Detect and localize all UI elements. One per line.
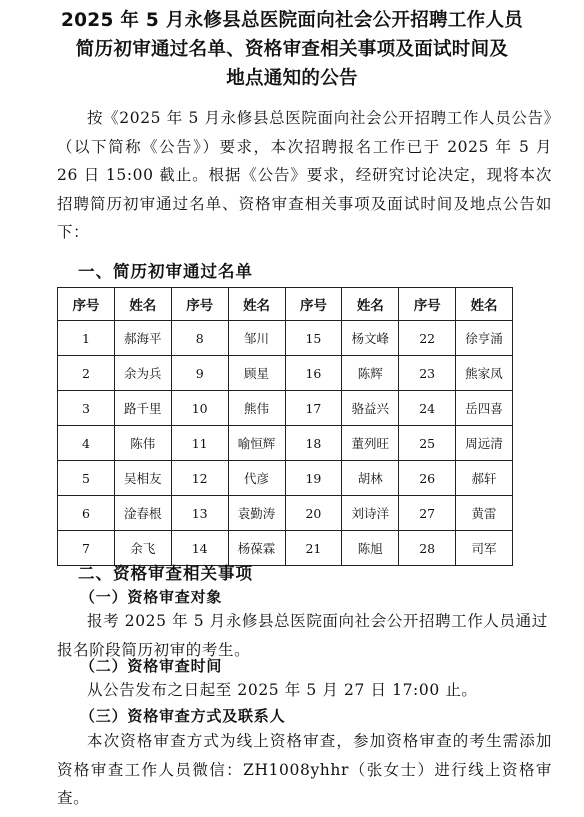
subsection-3-text: 本次资格审查方式为线上资格审查，参加资格审查的考生需添加资格审查工作人员微信：ZH1008yhhr（张女士）进行线上资格审查。 <box>57 732 552 807</box>
number-cell: 5 <box>58 461 115 496</box>
number-cell: 24 <box>399 391 456 426</box>
table-row <box>58 496 513 531</box>
name-cell: 喻恒辉 <box>228 426 285 461</box>
number-cell: 21 <box>285 531 342 566</box>
name-cell: 吴相友 <box>114 461 171 496</box>
table-row <box>58 391 513 426</box>
table-row <box>58 461 513 496</box>
number-cell: 20 <box>285 496 342 531</box>
name-cell: 陈辉 <box>342 356 399 391</box>
header-cell: 姓名 <box>228 288 285 321</box>
name-cell: 袁勤涛 <box>228 496 285 531</box>
number-cell: 13 <box>171 496 228 531</box>
title-line-2: 简历初审通过名单、资格审查相关事项及面试时间及 <box>75 39 509 60</box>
subsection-1-text: 报考 2025 年 5 月永修县总医院面向社会公开招聘工作人员通过报名阶段简历初审的考生。 <box>57 612 548 659</box>
header-cell: 序号 <box>399 288 456 321</box>
header-cell: 姓名 <box>456 288 513 321</box>
number-cell: 27 <box>399 496 456 531</box>
name-cell: 余为兵 <box>114 356 171 391</box>
number-cell: 23 <box>399 356 456 391</box>
table-row <box>58 356 513 391</box>
number-cell: 9 <box>171 356 228 391</box>
number-cell: 18 <box>285 426 342 461</box>
subsection-2-text: 从公告发布之日起至 2025 年 5 月 27 日 17:00 止。 <box>87 681 478 699</box>
name-cell: 徐亨涌 <box>456 321 513 356</box>
name-cell: 胡林 <box>342 461 399 496</box>
number-cell: 17 <box>285 391 342 426</box>
number-cell: 8 <box>171 321 228 356</box>
number-cell: 16 <box>285 356 342 391</box>
name-cell: 路千里 <box>114 391 171 426</box>
name-cell: 陈伟 <box>114 426 171 461</box>
number-cell: 15 <box>285 321 342 356</box>
table-header-row <box>58 288 513 321</box>
name-cell: 熊家凤 <box>456 356 513 391</box>
section-1-heading: 一、简历初审通过名单 <box>78 262 253 281</box>
number-cell: 1 <box>58 321 115 356</box>
name-cell: 郝海平 <box>114 321 171 356</box>
header-cell: 序号 <box>58 288 115 321</box>
name-cell: 陈旭 <box>342 531 399 566</box>
name-cell: 淦春根 <box>114 496 171 531</box>
header-cell: 姓名 <box>342 288 399 321</box>
intro-paragraph: 按《2025 年 5 月永修县总医院面向社会公开招聘工作人员公告》（以下简称《公告》）要求，本次招聘报名工作已于 2025 年 5 月 26 日 15:00 截止。根据《公告》要求，经研究讨论决定，现将本次招聘简历初审通过名单、资格审查相关事项及面试时间及地点公告如下： <box>57 109 552 241</box>
name-cell: 代彦 <box>228 461 285 496</box>
name-cell: 熊伟 <box>228 391 285 426</box>
name-cell: 郝轩 <box>456 461 513 496</box>
table-row <box>58 426 513 461</box>
name-cell: 邹川 <box>228 321 285 356</box>
name-cell: 骆益兴 <box>342 391 399 426</box>
number-cell: 25 <box>399 426 456 461</box>
name-cell: 岳四喜 <box>456 391 513 426</box>
number-cell: 7 <box>58 531 115 566</box>
name-cell: 董列旺 <box>342 426 399 461</box>
name-cell: 杨葆霖 <box>228 531 285 566</box>
subsection-1-heading: （一）资格审查对象 <box>80 588 223 606</box>
number-cell: 10 <box>171 391 228 426</box>
title-line-3: 地点通知的公告 <box>226 68 358 89</box>
title-line-1: 2025 年 5 月永修县总医院面向社会公开招聘工作人员 <box>60 10 524 31</box>
table-row <box>58 321 513 356</box>
name-cell: 黄雷 <box>456 496 513 531</box>
number-cell: 12 <box>171 461 228 496</box>
subsection-2-heading: （二）资格审查时间 <box>80 657 223 675</box>
name-cell: 司军 <box>456 531 513 566</box>
number-cell: 11 <box>171 426 228 461</box>
table-body <box>58 321 513 566</box>
number-cell: 4 <box>58 426 115 461</box>
section-2-heading: 二、资格审查相关事项 <box>78 564 253 583</box>
header-cell: 序号 <box>285 288 342 321</box>
number-cell: 2 <box>58 356 115 391</box>
number-cell: 3 <box>58 391 115 426</box>
number-cell: 19 <box>285 461 342 496</box>
name-cell: 杨文峰 <box>342 321 399 356</box>
header-cell: 姓名 <box>114 288 171 321</box>
name-cell: 顾星 <box>228 356 285 391</box>
name-cell: 刘诗洋 <box>342 496 399 531</box>
number-cell: 14 <box>171 531 228 566</box>
name-cell: 余飞 <box>114 531 171 566</box>
names-table <box>57 287 513 566</box>
number-cell: 22 <box>399 321 456 356</box>
number-cell: 26 <box>399 461 456 496</box>
name-cell: 周远清 <box>456 426 513 461</box>
subsection-3-heading: （三）资格审查方式及联系人 <box>80 707 286 725</box>
number-cell: 28 <box>399 531 456 566</box>
header-cell: 序号 <box>171 288 228 321</box>
number-cell: 6 <box>58 496 115 531</box>
